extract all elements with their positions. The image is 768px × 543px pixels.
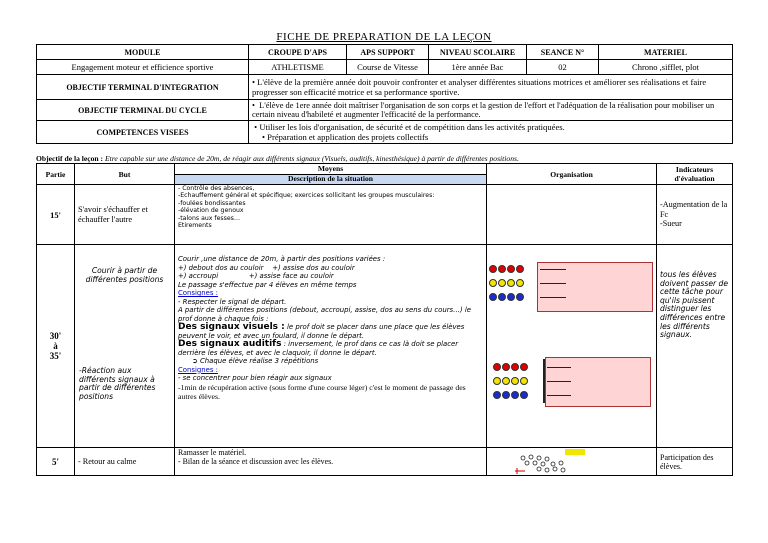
row3-partie: 5': [37, 448, 75, 476]
dot-group-2: [493, 363, 528, 399]
groupe-value: ATHLETISME: [249, 60, 347, 75]
partie-header: Partie: [37, 164, 75, 185]
run-lanes-2: [545, 357, 651, 407]
row2-but: [75, 245, 175, 448]
groupe-header: CROUPE D'APS: [249, 45, 347, 60]
aps-value: Course de Vitesse: [347, 60, 429, 75]
materiel-value: Chrono ,sifflet, plot: [599, 60, 733, 75]
niveau-value: 1ère année Bac: [429, 60, 527, 75]
competence-item-2: • Préparation et application des projets collectifs: [262, 132, 429, 142]
row1-but: S'avoir s'échauffer et échauffer l'autre: [75, 185, 175, 245]
otc-label: OBJECTIF TERMINAL DU CYCLE: [37, 100, 249, 121]
materiel-header: MATERIEL: [599, 45, 733, 60]
lane-line: [547, 367, 571, 368]
but-reaction: -Réaction aux différents signaux à partir de différentes positions: [79, 366, 156, 401]
otc-text: • L'élève de 1ere année doit maîtriser l'organisation de son corps et la gestion de l'effort et l'adéquation de la réalisation pour mobiliser un certain niveau d'habileté et augmenter l'efficacité de la performance.: [249, 100, 733, 121]
otc-content: L'élève de 1ere année doit maîtriser l'organisation de son corps et la gestion de l'effort et l'adéquation de la réalisation pour mobiliser un certain niveau d'habileté et augmenter l'efficacité de la performance.: [252, 101, 715, 119]
competence-item-1: • Utiliser les lois d'organisation, de sécurité et de compétition dans les activités pratiquées.: [252, 121, 565, 132]
lesson-table: [36, 163, 733, 476]
start-line: [543, 359, 545, 403]
row1-description: - Contrôle des absences, -Echauffement général et spécifique; exercices sollicitant les groupes musculaires: -foulées bondissantes -élévation de genoux -talons aux fesses… Etirements: [175, 185, 487, 245]
seance-header: SEANCE N°: [527, 45, 599, 60]
competences-label: COMPETENCES VISEES: [37, 121, 249, 144]
row1-indicateurs: -Augmentation de la Fc -Sueur: [657, 185, 733, 245]
dot-group-1: [489, 265, 524, 301]
but-courir: Courir à partir de différentes positions: [85, 266, 164, 284]
indicateurs-header: Indicateurs d'évaluation: [657, 164, 733, 185]
row2-description: Courir ,une distance de 20m, à partir des positions variées : +) debout dos au couloir +) assise dos au couloir +) accroupi +) assise face au couloir Le passage s'effectue par 4 élèves en même temps Consignes : - Respecter le signal de départ. A partir de différentes positions (debout, accroupi, assise, dos au sens du cours…) le prof donne à chaque fois : Des signaux visuels : le prof doit se placer dans une place que les élèves peuvent le voir, et avec un foulard, il donne le départ. Des signaux auditifs : inversement, le prof dans ce cas là doit se placer derrière les élèves, et avec le claquoir, il donne le départ. ➲ Chaque élève réalise 3 répétitions Consignes : - se concentrer pour bien réagir aux signaux -1min de récupération active (sous forme d'une course léger) c'est le moment de passage des autres élèves.: [175, 245, 487, 448]
niveau-header: NIVEAU SCOLAIRE: [429, 45, 527, 60]
competences-text: [249, 121, 733, 144]
oti-text: • L'élève de la première année doit pouvoir confronter et analyser différentes situations motrices et améliorer ses réalisations et faire progresser son efficacité motrice et sa performance sportive.: [249, 75, 733, 100]
aps-header: APS SUPPORT: [347, 45, 429, 60]
row3-but: - Retour au calme: [75, 448, 175, 476]
lane-line: [540, 283, 566, 284]
description-header: Description de la situation: [175, 174, 487, 185]
cooldown-diagram: [513, 449, 603, 475]
lane-line: [540, 269, 566, 270]
row1-organisation: [487, 185, 657, 245]
organisation-header: Organisation: [487, 164, 657, 185]
objectif-lecon: Objectif de la leçon : Etre capable sur une distance de 20m, de réagir aux différents signaux (Visuels, auditifs, kinesthésique) à partir de différentes positions.: [36, 154, 519, 163]
module-value: Engagement moteur et efficience sportive: [37, 60, 249, 75]
row3-indicateurs: Participation des élèves.: [657, 448, 733, 476]
module-header: MODULE: [37, 45, 249, 60]
row2-organisation: [487, 245, 657, 448]
lane-line: [547, 381, 571, 382]
oti-content: L'élève de la première année doit pouvoir confronter et analyser différentes situations motrices et améliorer ses réalisations et faire progresser son efficacité motrice et sa performance sportive.: [252, 77, 707, 97]
page-title: FICHE DE PREPARATION DE LA LEÇON: [276, 31, 492, 43]
lane-line: [547, 395, 571, 396]
row3-description: Ramasser le matériel. - Bilan de la séance et discussion avec les élèves.: [175, 448, 487, 476]
seance-value: 02: [527, 60, 599, 75]
oti-label: OBJECTIF TERMINAL D'INTEGRATION: [37, 75, 249, 100]
row2-indicateurs: tous les élèves doivent passer de cette tâche pour qu'ils puissent distinguer les différences entre les différents signaux.: [657, 245, 733, 448]
row3-organisation: [487, 448, 657, 476]
lane-line: [540, 297, 566, 298]
row1-partie: 15': [37, 185, 75, 245]
but-header: But: [75, 164, 175, 185]
moyens-header: Moyens: [175, 164, 487, 175]
row2-partie: 30' à 35': [37, 245, 75, 448]
header-table: [36, 44, 733, 144]
